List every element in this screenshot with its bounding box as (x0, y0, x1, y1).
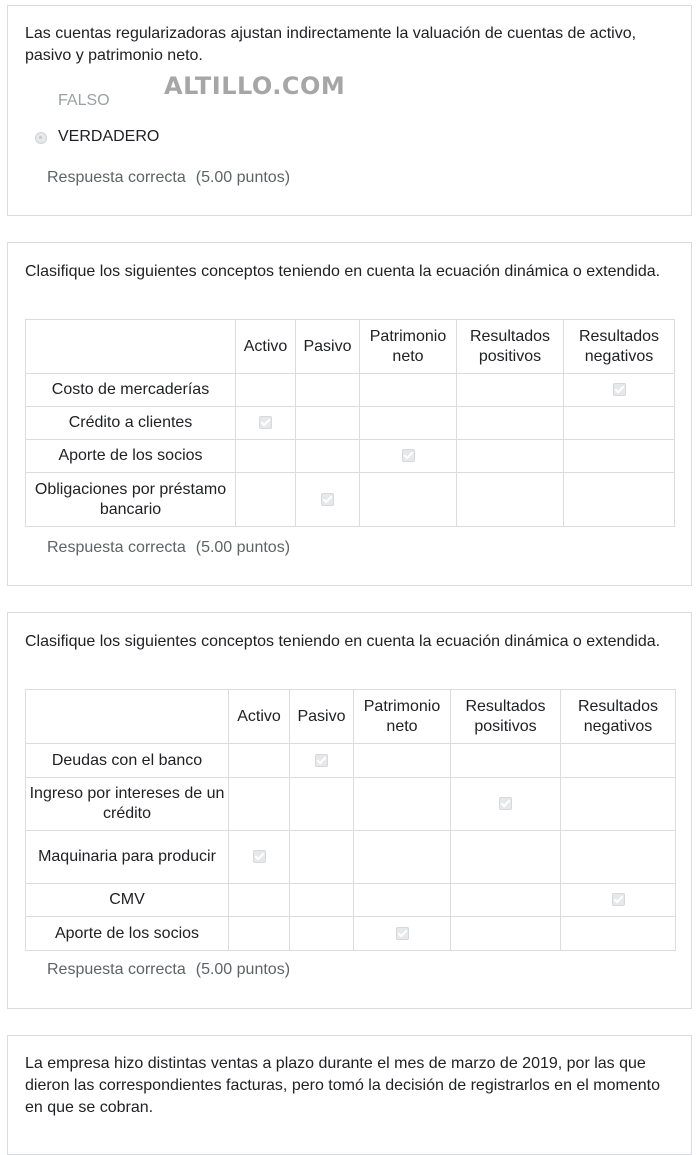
table-row (26, 778, 676, 831)
table-row (26, 440, 675, 473)
checkbox-cell[interactable] (561, 884, 676, 917)
checkbox-cell[interactable] (296, 407, 360, 440)
column-header: Patrimonio neto (360, 320, 457, 374)
checkbox-cell[interactable] (457, 473, 564, 527)
checkbox-cell[interactable] (290, 778, 354, 831)
option-verdadero[interactable]: VERDADERO (58, 128, 160, 145)
column-header: Pasivo (290, 690, 354, 744)
column-header: Resultados positivos (457, 320, 564, 374)
checkbox-cell[interactable] (296, 473, 360, 527)
row-label: Costo de mercaderías (26, 374, 236, 407)
checkbox-cell[interactable] (229, 744, 290, 778)
row-label: Ingreso por intereses de un crédito (26, 778, 229, 831)
table-header-row (26, 320, 675, 374)
checkbox-cell[interactable] (354, 744, 451, 778)
feedback-points: (5.00 puntos) (195, 539, 291, 556)
column-header: Resultados positivos (451, 690, 561, 744)
checkbox-cell[interactable] (236, 473, 296, 527)
checkbox-cell[interactable] (457, 407, 564, 440)
checkbox-cell[interactable] (457, 440, 564, 473)
checkbox-cell[interactable] (290, 831, 354, 884)
checkbox-cell[interactable] (290, 917, 354, 951)
feedback (47, 961, 290, 979)
checkbox-cell[interactable] (229, 884, 290, 917)
classification-table (25, 689, 676, 951)
row-label: Obligaciones por préstamo bancario (26, 473, 236, 527)
question-text: Clasifique los siguientes conceptos teniendo en cuenta la ecuación dinámica o extendida. (25, 263, 661, 280)
row-label: CMV (26, 884, 229, 917)
row-label: Aporte de los socios (26, 440, 236, 473)
table-row (26, 473, 675, 527)
checkbox-checked-icon[interactable] (402, 449, 415, 462)
checkbox-cell[interactable] (561, 744, 676, 778)
feedback-label: Respuesta correcta (47, 961, 186, 978)
column-header: Activo (236, 320, 296, 374)
radio-verdadero-icon[interactable] (35, 132, 47, 144)
question-text: Las cuentas regularizadoras ajustan indirectamente la valuación de cuentas de activo, pasivo y patrimonio neto. (25, 25, 637, 64)
table-row (26, 884, 676, 917)
question-card-1 (7, 5, 692, 216)
feedback-points: (5.00 puntos) (195, 169, 291, 186)
checkbox-checked-icon[interactable] (253, 850, 266, 863)
checkbox-cell[interactable] (354, 778, 451, 831)
checkbox-cell[interactable] (564, 374, 675, 407)
checkbox-cell[interactable] (360, 374, 457, 407)
checkbox-cell[interactable] (360, 473, 457, 527)
row-label: Crédito a clientes (26, 407, 236, 440)
checkbox-cell[interactable] (564, 473, 675, 527)
column-header: Patrimonio neto (354, 690, 451, 744)
question-text: Clasifique los siguientes conceptos teniendo en cuenta la ecuación dinámica o extendida. (25, 633, 661, 650)
checkbox-cell[interactable] (296, 440, 360, 473)
checkbox-cell[interactable] (229, 778, 290, 831)
checkbox-cell[interactable] (354, 917, 451, 951)
column-header: Resultados negativos (561, 690, 676, 744)
table-header-empty (26, 320, 236, 374)
question-card-2 (7, 242, 692, 586)
checkbox-cell[interactable] (451, 884, 561, 917)
checkbox-cell[interactable] (561, 831, 676, 884)
column-header: Pasivo (296, 320, 360, 374)
feedback (47, 169, 290, 187)
question-text: La empresa hizo distintas ventas a plazo durante el mes de marzo de 2019, por las que dieron las correspondientes facturas, pero tomó la decisión de registrarlos en el momento en que se cobran. (25, 1055, 660, 1116)
table-header-empty (26, 690, 229, 744)
checkbox-checked-icon[interactable] (613, 383, 626, 396)
checkbox-cell[interactable] (229, 917, 290, 951)
column-header: Resultados negativos (564, 320, 675, 374)
checkbox-cell[interactable] (561, 778, 676, 831)
checkbox-cell[interactable] (354, 831, 451, 884)
checkbox-cell[interactable] (360, 407, 457, 440)
feedback-points: (5.00 puntos) (195, 961, 291, 978)
checkbox-cell[interactable] (296, 374, 360, 407)
question-card-3 (7, 612, 692, 1009)
checkbox-checked-icon[interactable] (396, 927, 409, 940)
checkbox-cell[interactable] (236, 407, 296, 440)
classification-table (25, 319, 675, 527)
checkbox-cell[interactable] (561, 917, 676, 951)
table-row (26, 917, 676, 951)
checkbox-cell[interactable] (290, 744, 354, 778)
feedback (47, 539, 290, 557)
question-card-4 (7, 1035, 692, 1155)
feedback-label: Respuesta correcta (47, 169, 186, 186)
checkbox-cell[interactable] (360, 440, 457, 473)
table-row (26, 744, 676, 778)
checkbox-cell[interactable] (451, 744, 561, 778)
checkbox-cell[interactable] (457, 374, 564, 407)
option-falso[interactable]: FALSO (58, 92, 110, 109)
table-row (26, 831, 676, 884)
checkbox-cell[interactable] (354, 884, 451, 917)
table-row (26, 374, 675, 407)
table-header-row (26, 690, 676, 744)
checkbox-cell[interactable] (564, 407, 675, 440)
row-label: Maquinaria para producir (26, 831, 229, 884)
row-label: Deudas con el banco (26, 744, 229, 778)
checkbox-checked-icon[interactable] (259, 416, 272, 429)
feedback-label: Respuesta correcta (47, 539, 186, 556)
checkbox-cell[interactable] (451, 917, 561, 951)
checkbox-cell[interactable] (236, 440, 296, 473)
row-label: Aporte de los socios (26, 917, 229, 951)
watermark-text: ALTILLO.COM (164, 72, 346, 100)
column-header: Activo (229, 690, 290, 744)
checkbox-cell[interactable] (229, 831, 290, 884)
checkbox-cell[interactable] (236, 374, 296, 407)
checkbox-checked-icon[interactable] (612, 893, 625, 906)
checkbox-cell[interactable] (290, 884, 354, 917)
checkbox-cell[interactable] (451, 778, 561, 831)
checkbox-checked-icon[interactable] (315, 754, 328, 767)
checkbox-checked-icon[interactable] (321, 493, 334, 506)
checkbox-cell[interactable] (451, 831, 561, 884)
checkbox-checked-icon[interactable] (499, 797, 512, 810)
table-row (26, 407, 675, 440)
checkbox-cell[interactable] (564, 440, 675, 473)
